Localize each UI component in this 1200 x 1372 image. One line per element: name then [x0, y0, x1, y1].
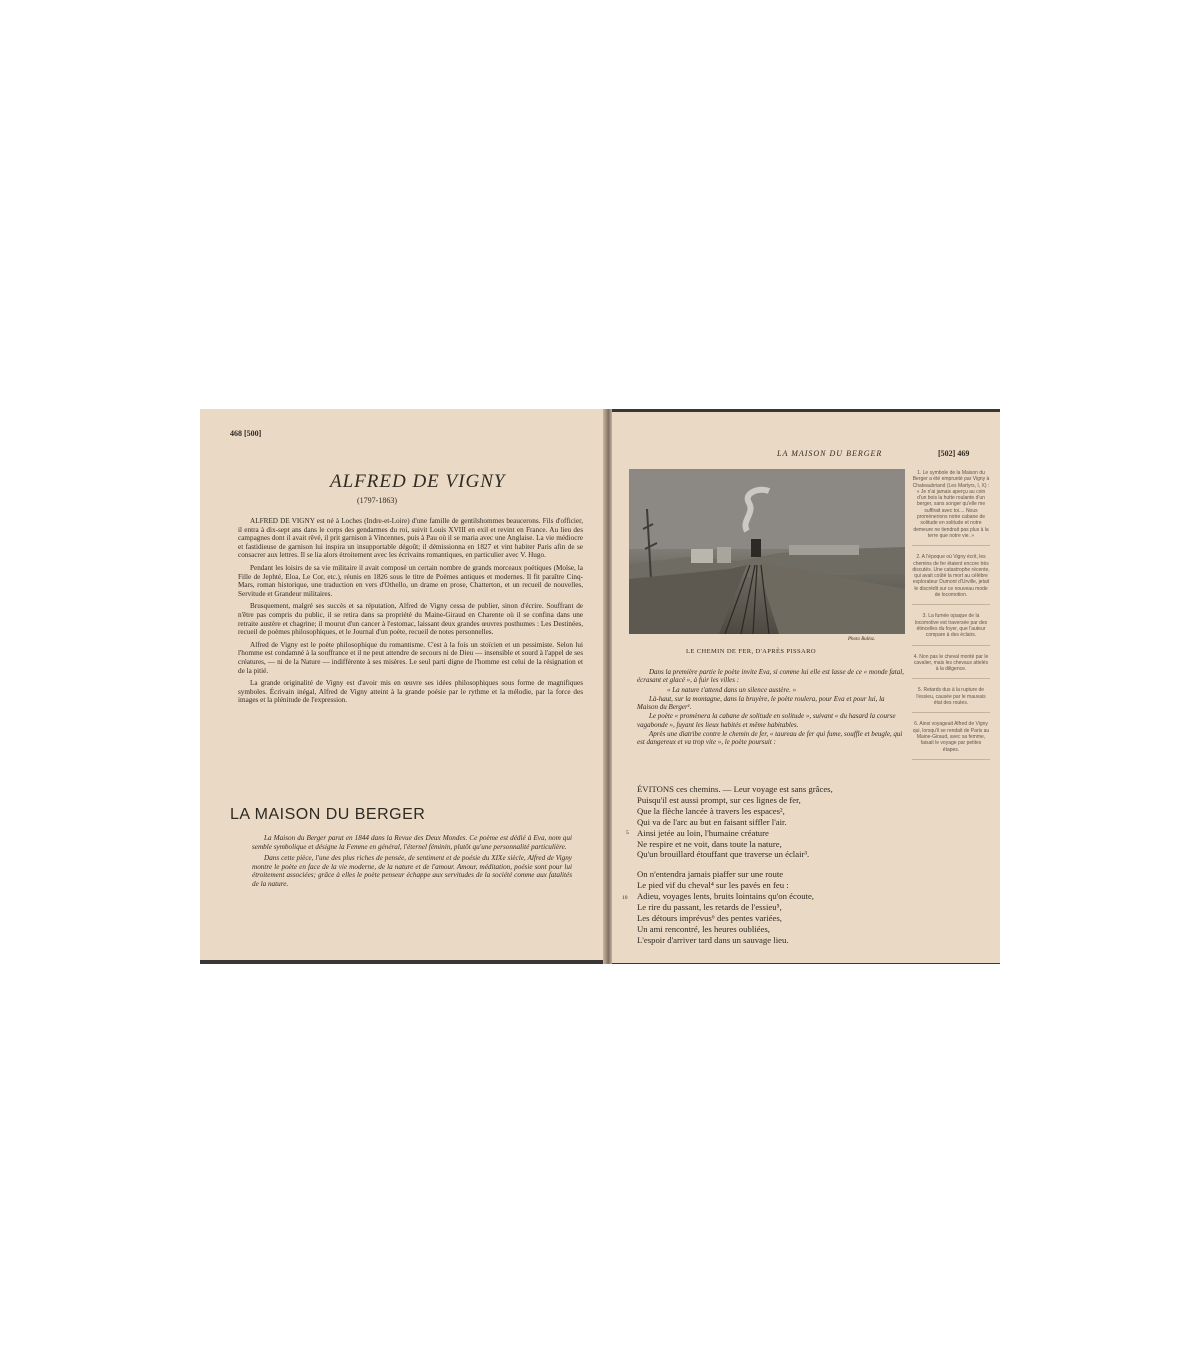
photo-credit: Photo Bulloz. — [848, 637, 876, 642]
poem-line: Les détours imprévus⁶ des pentes variées, — [637, 912, 782, 923]
footnote: 4. Non pas le cheval monté par le cavalier, mais les chevaux attelés à la diligence. — [912, 654, 990, 680]
bio-paragraph: Alfred de Vigny est le poète philosophique du romantisme. C'est à la fois un stoïcien et un pessimiste. Selon lui l'homme est condamné à la souffrance et il ne peut attendre de secours ni de Dieu — insensible et sourd à l'appel de ses créatures, — ni de la Nature — indifférente à ses misères. Le seul parti digne de l'homme est celui de la résignation et de la pitié. — [238, 640, 583, 675]
poem-line: Ne respire et ne voit, dans toute la nature, — [637, 838, 782, 849]
summary-paragraph: Après une diatribe contre le chemin de fer, « taureau de fer qui fume, souffle et beugle, qui est dangereux et va trop vite », le poète poursuit : — [637, 730, 903, 747]
poem-stanza — [637, 869, 833, 945]
poem-introduction — [252, 834, 572, 892]
book-gutter — [603, 409, 612, 964]
poem-stanza — [637, 784, 833, 860]
bio-paragraph: ALFRED DE VIGNY est né à Loches (Indre-et-Loire) d'une famille de gentilshommes beaucerons. Fils d'officier, il entra à dix-sept ans dans le corps des gendarmes du roi, suivit Louis XVIII en exil et revint en France. Au lieu des campagnes dont il avait rêvé, il prit garnison à Vincennes, puis à Pau où il se maria avec une Anglaise. La vie médiocre et fastidieuse de garnison lui inspira un insupportable dégoût; il démissionna en 1827 et vint habiter Paris afin de se consacrer aux lettres. Il se lia alors étroitement avec les écrivains romantiques, en particulier avec V. Hugo. — [238, 517, 583, 560]
section-title: LA MAISON DU BERGER — [230, 806, 426, 823]
intro-paragraph: La Maison du Berger parut en 1844 dans la Revue des Deux Mondes. Ce poème est dédié à Eva, nom qui semble symbolique et désigne la Femme en général, l'éternel féminin, plutôt qu'une personnalité particulière. — [252, 834, 572, 851]
line-number: 10 — [622, 895, 628, 901]
biography — [238, 517, 583, 709]
footnote: 5. Retards dus à la rupture de l'essieu, causée par le mauvais état des routes. — [912, 687, 990, 713]
summary-paragraph: Là-haut, sur la montagne, dans la bruyère, le poète roulera, pour Eva et pour lui, la Maison du Berger¹. — [637, 694, 885, 712]
right-page — [612, 412, 1000, 963]
poem-line: Le pied vif du cheval⁴ sur les pavés en feu : — [637, 880, 789, 891]
bio-paragraph: Pendant les loisirs de sa vie militaire il avait composé un certain nombre de grands morceaux poétiques (Moïse, la Fille de Jephté, Eloa, Le Cor, etc.), réunis en 1826 sous le titre de Poèmes antiques et modernes. Il fit paraître Cinq-Mars, roman historique, une traduction en vers d'Othello, un drame en prose, Chatterton, et un recueil de nouvelles, Servitude et Grandeur militaires. — [238, 563, 583, 598]
poem-line: On n'entendra jamais piaffer sur une route — [637, 869, 784, 880]
running-head: LA MAISON DU BERGER — [777, 449, 883, 458]
poem-summary — [637, 668, 907, 748]
open-book — [200, 409, 1000, 964]
railway-painting — [629, 469, 905, 634]
poem-line: Adieu, voyages lents, bruits lointains qu'on écoute, — [637, 891, 814, 902]
poem-line: Ainsi jetée au loin, l'humaine créature — [637, 827, 769, 838]
summary-paragraph: Dans la première partie le poète invite Eva, si comme lui elle est lasse de ce « monde fatal, écrasant et glacé », à fuir les villes : — [637, 668, 904, 685]
footnotes-column — [912, 470, 990, 768]
page-number-right: [502] 469 — [938, 449, 970, 458]
poem-text — [637, 784, 833, 946]
bio-paragraph: La grande originalité de Vigny est d'avoir mis en œuvre ses idées philosophiques sous forme de magnifiques symboles. Écrivain inégal, Alfred de Vigny atteint à la grande poésie par le rythme et la mélodie, par la force des images et la plénitude de l'expression. — [238, 679, 583, 705]
intro-paragraph: Dans cette pièce, l'une des plus riches de pensée, de sentiment et de poésie du XIXe siècle, Alfred de Vigny montre le poète en face de la vie moderne, de la nature et de l'amour. Amour, méditation, poésie sont pour lui étroitement associées; grâce à elles le poète penseur échappe aux servitudes de la société comme aux fatalités de la nature. — [252, 854, 572, 888]
summary-quote: « La nature t'attend dans un silence austère. » — [667, 685, 797, 694]
poem-line: Que la flèche lancée à travers les espaces², — [637, 805, 785, 816]
bio-paragraph: Brusquement, malgré ses succès et sa réputation, Alfred de Vigny cessa de publier, sinon d'écrire. Souffrant de n'être pas compris du public, il se retira dans sa propriété du Maine-Giraud en Charente où il se confina dans une retraite austère et chagrine; il mourut d'un cancer à l'estomac, laissant deux grandes œuvres posthumes : Les Destinées, recueil de poèmes philosophiques, et le Journal d'un poète, recueil de notes personnelles. — [238, 602, 583, 637]
railway-painting-illustration — [629, 469, 905, 634]
poem-line: Qui va de l'arc au but en faisant siffler l'air. — [637, 816, 787, 827]
author-title: ALFRED DE VIGNY — [330, 471, 506, 492]
poem-line: L'espoir d'arriver tard dans un sauvage lieu. — [637, 934, 789, 945]
poem-line: Puisqu'il est aussi prompt, sur ces lignes de fer, — [637, 794, 801, 805]
summary-paragraph: Le poète « promènera la cabane de solitude en solitude », suivant « du hasard la course vagabonde », fuyant les lieux habités et même habitables. — [637, 712, 896, 729]
poem-line: ÉVITONS ces chemins. — Leur voyage est sans grâces, — [637, 784, 833, 794]
left-page — [200, 409, 603, 960]
footnote: 1. Le symbole de la Maison du Berger a été emprunté par Vigny à Chateaubriand (Les Martyrs, I, X) : « Je n'ai jamais aperçu au coin d'un bois la hutte roulante d'un berger, sans songer qu'elle me suffirait avec toi.... Nous promènerions notre cabane de solitude en solitude et notre demeure ne tiendrait pas plus à la terre que notre vie. » — [912, 470, 990, 546]
footnote: 3. La fumée opaque de la locomotive est traversée par des étincelles du foyer, que l'auteur compare à des éclairs. — [912, 613, 990, 645]
page-number-left: 468 [500] — [230, 429, 262, 438]
footnote: 6. Ainsi voyageait Alfred de Vigny qui, lorsqu'il se rendait de Paris au Maine-Giraud, avec sa femme, faisait le voyage par petites étapes. — [912, 721, 990, 759]
footnote: 2. A l'époque où Vigny écrit, les chemins de fer étaient encore très discutés. Une catastrophe récente, qui avait coûté la mort au célèbre explorateur Dumont d'Urville, jetait le discrédit sur ce nouveau mode de locomotion. — [912, 554, 990, 605]
author-dates: (1797-1863) — [357, 496, 397, 505]
poem-line: Le rire du passant, les retards de l'essieu⁵, — [637, 902, 782, 913]
poem-line: Qu'un brouillard étouffant que traverse un éclair³. — [637, 849, 810, 860]
poem-line: Un ami rencontré, les heures oubliées, — [637, 923, 770, 934]
line-number: 5 — [626, 830, 629, 836]
photo-caption: LE CHEMIN DE FER, D'APRÈS PISSARO — [686, 648, 816, 655]
